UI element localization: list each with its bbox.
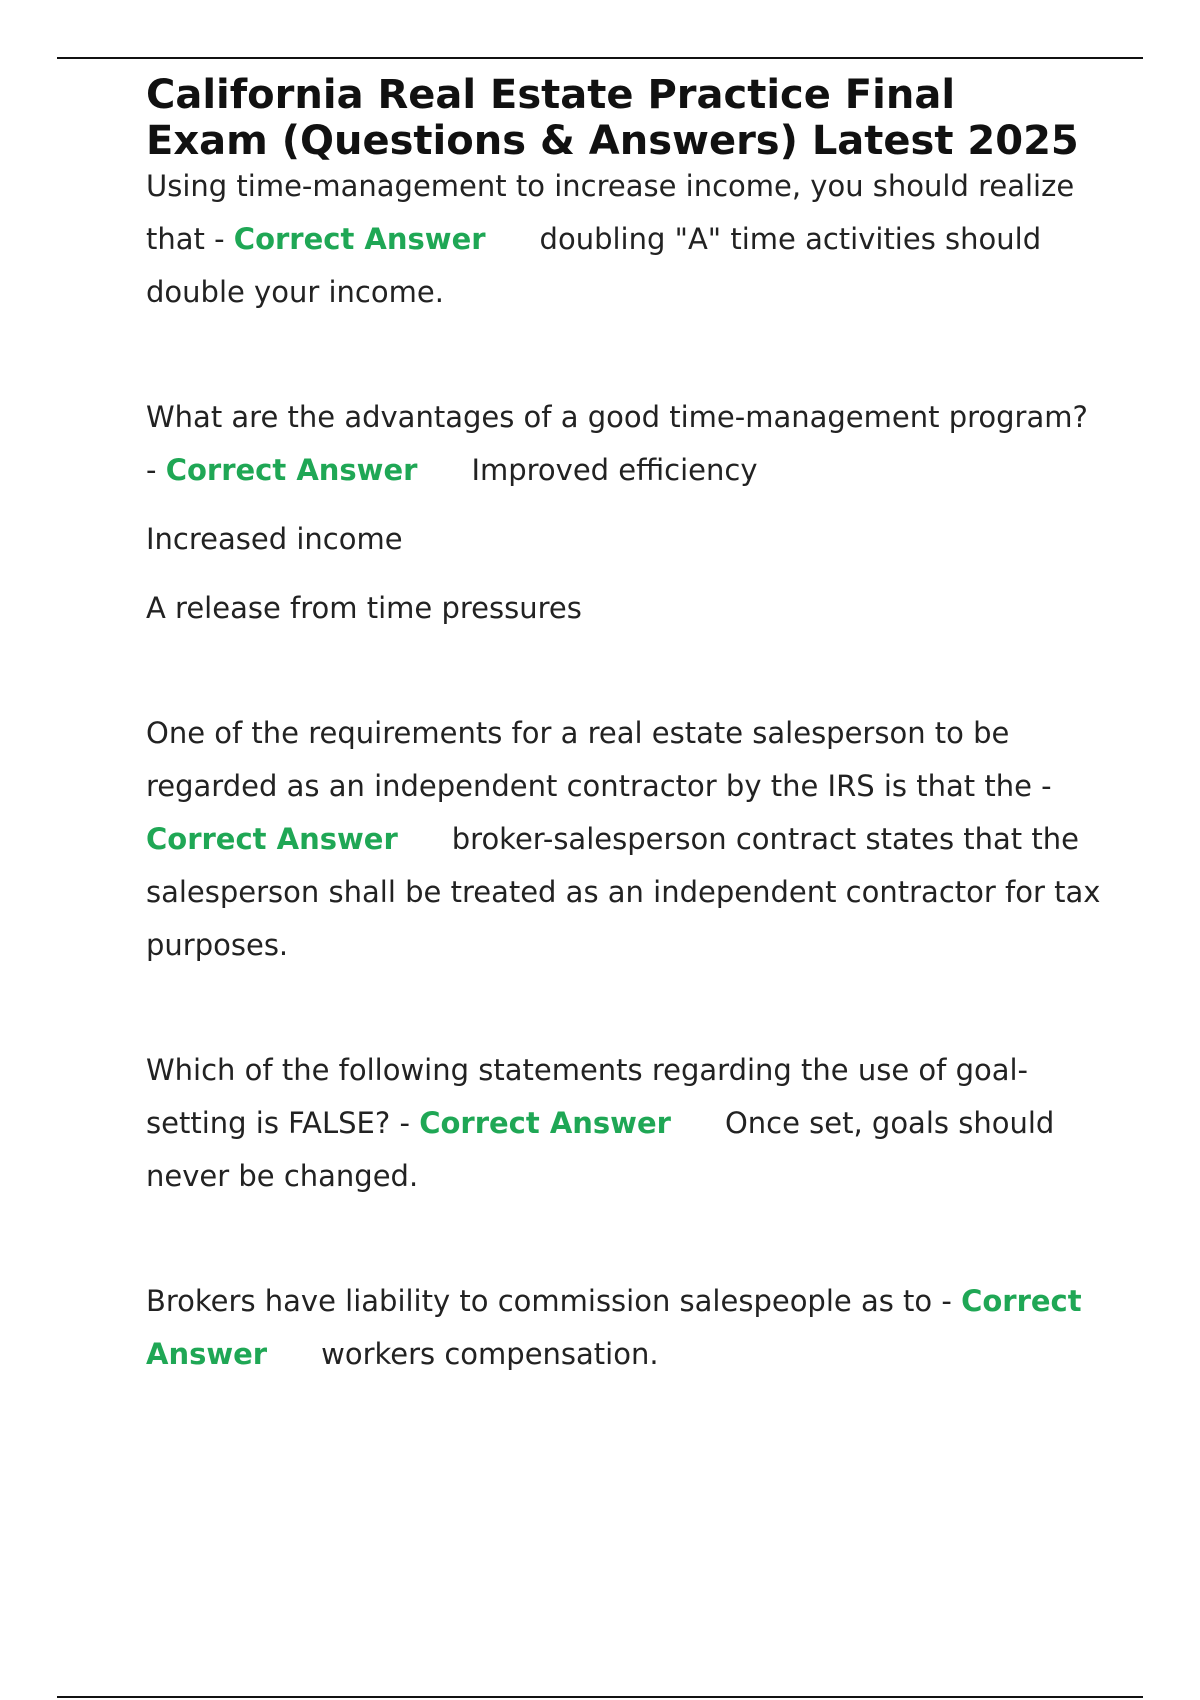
- qa-item-4: [146, 1044, 1106, 1203]
- title-line-1: California Real Estate Practice Final: [146, 72, 956, 118]
- answer-extra-line: A release from time pressures: [146, 591, 582, 625]
- qa-paragraph: [146, 1275, 1106, 1381]
- question-text: Brokers have liability to commission salespeople as to -: [146, 1284, 962, 1318]
- answer-extra-line: Increased income: [146, 522, 403, 556]
- question-text: Which of the following statements regarding the use of goal-setting is FALSE? -: [146, 1053, 1029, 1140]
- title-line-2: Exam (Questions & Answers) Latest 2025: [146, 118, 1079, 164]
- correct-answer-label: Correct Answer: [233, 222, 486, 256]
- answer-text: workers compensation.: [321, 1337, 659, 1371]
- correct-answer-label: Correct Answer: [165, 453, 418, 487]
- question-text: One of the requirements for a real estate salesperson to be regarded as an independent contractor by the IRS is that the -: [146, 716, 1052, 803]
- correct-answer-label: Correct Answer: [146, 822, 398, 856]
- qa-paragraph: [146, 160, 1106, 319]
- answer-text: Improved efficiency: [471, 453, 758, 487]
- correct-answer-label: Correct Answer: [419, 1106, 671, 1140]
- qa-item-2: [146, 391, 1106, 635]
- qa-item-5: [146, 1275, 1106, 1381]
- qa-paragraph: [146, 707, 1106, 972]
- qa-item-3: [146, 707, 1106, 972]
- question-text: Using time-management to increase income, you should realize that -: [146, 169, 1075, 256]
- qa-item-1: [146, 160, 1106, 319]
- question-text: What are the advantages of a good time-management program? -: [146, 400, 1088, 487]
- bottom-rule: [57, 1696, 1143, 1698]
- qa-paragraph: [146, 391, 1106, 497]
- correct-answer-label: Correct Answer: [146, 1284, 1082, 1371]
- document-title: [146, 72, 1106, 164]
- answer-text: doubling "A" time activities should double your income.: [146, 222, 1042, 309]
- answer-text: broker-salesperson contract states that the salesperson shall be treated as an independent contractor for tax purposes.: [146, 822, 1101, 962]
- qa-paragraph: [146, 1044, 1106, 1203]
- top-rule: [57, 57, 1143, 59]
- answer-text: Once set, goals should never be changed.: [146, 1106, 1055, 1193]
- document-body: [146, 72, 1106, 1381]
